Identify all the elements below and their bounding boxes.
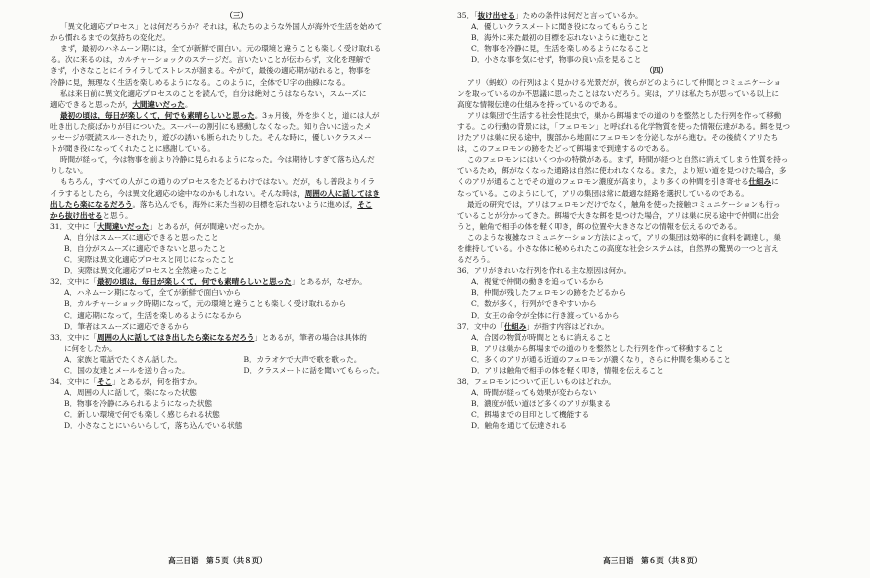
passage-line: する。この行動の背景には，「フェロモン」と呼ばれる化学物質を使った情報伝達がある。餌を見つ: [457, 121, 791, 131]
passage-line: 「異文化適応プロセス」とは何だろうか？それは，私たちのような外国人が海外で生活を始めて: [60, 22, 383, 32]
page-footer: 高三日语 第６页（共８页）: [603, 556, 702, 565]
passage-line: は，このフェロモンの跡をたどって餌場まで到達するのである。: [457, 144, 674, 154]
answer-option[interactable]: B．仲間が残したフェロモンの跡をたどるから: [471, 288, 626, 298]
question-36: 36．アリがきれいな行列を作れる主な原因は何か。: [457, 266, 632, 276]
answer-option[interactable]: C．国の友達とメールを送り合った。: [64, 366, 190, 375]
answer-option[interactable]: B．海外に来た最初の目標を忘れないように進むこと: [471, 33, 649, 43]
passage-line: を維持している。小さな体に秘められたこの高度な社会システムは，自然界の驚異の一つと言え: [457, 243, 779, 253]
right-page: [435, 0, 870, 578]
answer-option[interactable]: D．触角を通じて伝達される: [471, 421, 567, 431]
passage-line: アリは集団で生活する社会性昆虫で，巣から餌場までの道のりを整然とした行列を作って移動: [467, 110, 782, 120]
passage-line: から抜け出せると思う。: [50, 210, 133, 220]
answer-option[interactable]: C．数が多く，行列ができやすいから: [471, 299, 597, 309]
passage-line: から慣れるまでの気持ちの変化だ。: [50, 33, 170, 43]
underlined-phrase: 仕組み: [748, 177, 772, 187]
passage-line: るだろう。: [457, 255, 495, 265]
answer-option[interactable]: B．自分がスムーズに適応できないと思ったこと: [64, 243, 227, 253]
passage-line: うと，触角で相手の体を軽く叩き，餌の位置や大きさなどの情報を伝えるのである。: [457, 221, 742, 231]
answer-option[interactable]: A．時間が経っても効果が変わらない: [471, 388, 597, 398]
passage-line: 最近の研究では，アリはフェロモンだけでなく，触角を使った接触コミュニケーションも行っ: [467, 199, 781, 209]
answer-option-row: [50, 365, 423, 376]
answer-option[interactable]: B．カラオケで大声で歌を歌った。: [243, 354, 362, 364]
passage-line: 最初の頃は，毎日が楽しくて，何でも素晴らしいと思った。3ヵ月後，外を歩くと，道には人が: [60, 110, 380, 120]
answer-option[interactable]: A．視覚で仲間の動きを追っているから: [471, 277, 604, 287]
answer-option[interactable]: A．優しいクラスメートに聞き役になってもらうこと: [471, 22, 649, 32]
passage-line: 時間が経って，今は物事を前より冷静に見られるようになった。今は期待しすぎて落ち込んだ: [60, 155, 375, 165]
passage-line: トが聞き役になってくれたことに感謝している。: [50, 144, 215, 154]
answer-option[interactable]: B．濃度が低い道ほど多くのアリが集まる: [471, 399, 612, 409]
answer-option[interactable]: D．実際は異文化適応プロセスと全然違ったこと: [64, 266, 228, 276]
section-title: （四）: [645, 66, 668, 76]
answer-option[interactable]: C．物事を冷静に見，生活を楽しめるようになること: [471, 44, 650, 54]
passage-line: る。次に来るのは，カルチャーショックのステージだ。言いたいことが伝わらず，文化を理解で: [50, 55, 371, 65]
passage-line: 吐き出した痰ばかりが目についた。スーパーの割引にも感動しなくなった。知り合いに送ったメ: [50, 121, 372, 131]
answer-option[interactable]: C．適応期になって，生活を楽しめるようになるから: [64, 310, 242, 320]
answer-option[interactable]: D．筆者はスムーズに適応できるから: [64, 321, 190, 331]
passage-line: ンを取っているのか不思議に思ったことはないだろう。実は，アリは私たちが思っている以上に: [457, 88, 779, 98]
answer-option[interactable]: B．カルチャーショック時期になって，元の環境と違うことも楽しく受け取れるから: [64, 299, 347, 309]
section-title: （三）: [225, 11, 248, 20]
answer-option[interactable]: A．ハネムーン期になって，全てが新鮮で面白いから: [64, 288, 242, 298]
passage-line: なっている。このようにして，アリの集団は常に最適な経路を選択しているのである。: [457, 188, 749, 198]
passage-line: 冷静に見，無理なく生活を楽しめるようになる。このように，全体でＵ字の曲線になる。: [50, 77, 350, 87]
passage-line: 適応できると思ったが，大間違いだった。: [50, 99, 193, 109]
passage-line: 高度な情報伝達の仕組みを持っているのである。: [457, 99, 622, 109]
underlined-phrase: から抜け出せる: [50, 210, 103, 220]
question-33: 33．文中に「周囲の人に話してはき出したら楽になるだろう」とあるが，筆者の場合は具体的: [50, 332, 367, 342]
passage-line: イラするとしたら，今は異文化適応の途中なのかもしれない。そんな時は，周囲の人に話してはき: [50, 188, 380, 198]
passage-line: りしない。: [50, 166, 88, 176]
passage-line: ていることが分かってきた。餌場で大きな餌を見つけた場合，アリは巣に戻る途中で仲間に出会: [457, 210, 779, 220]
passage-line: まず，最初のハネムーン期には，全てが新鮮で面白い。元の環境と違うことも楽しく受け取れる: [60, 44, 382, 54]
answer-option[interactable]: A．周囲の人に話して，楽になった状態: [64, 388, 197, 398]
answer-option[interactable]: D．小さなことにいらいらして，落ち込んでいる状態: [64, 421, 243, 431]
passage-line: きず，小さなことにイライラしてストレスが溜まる。やがて，最後の適応期が訪れると，物事を: [50, 66, 372, 76]
answer-option[interactable]: D．アリは触角で相手の体を軽く叩き，情報を伝えること: [471, 366, 664, 375]
page-footer: 高三日语 第５页（共８页）: [168, 556, 267, 565]
underlined-phrase: 大間違いだった: [132, 99, 185, 109]
answer-option[interactable]: C．実際は異文化適応プロセスと同じになったこと: [64, 255, 235, 265]
answer-option[interactable]: A．自分はスムーズに適応できると思ったこと: [64, 232, 219, 242]
underlined-phrase: 最初の頃は，毎日が楽しくて，何でも素晴らしいと思った: [60, 110, 255, 120]
underlined-phrase: 周囲の人に話してはき: [304, 188, 380, 198]
passage-line: 出したら楽になるだろう。落ち込んでも，海外に来た当初の目標を忘れないように進めば，そこ: [50, 199, 373, 209]
answer-option[interactable]: C．多くのアリが通る近道のフェロモンが濃くなり，さらに仲間を集めること: [471, 354, 731, 364]
answer-option[interactable]: A．合図の物質が時間とともに消えること: [471, 332, 612, 342]
passage-line: ているため，餌がなくなった通路は自然に使われなくなる。また，より短い道を見つけた場合，多: [457, 166, 787, 176]
answer-option[interactable]: B．物事を冷静にみられるようになった状態: [64, 399, 212, 409]
passage-line: もちろん，すべての人がこの通りのプロセスをたどるわけではない。だが，もし普段よりイラ: [60, 177, 376, 187]
passage-line: このような複雑なコミュニケーション方法によって，アリの集団は効率的に食料を調達し，巣: [467, 232, 781, 242]
question-38: 38．フェロモンについて正しいものはどれか。: [457, 377, 616, 387]
underlined-phrase: 出したら楽になるだろう: [50, 199, 133, 209]
question-continuation: に何をしたか。: [64, 343, 117, 353]
question-34: 34．文中に「そこ」とあるが，何を指すか。: [50, 377, 202, 387]
answer-option[interactable]: D．女王の命令が全体に行き渡っているから: [471, 310, 620, 320]
question-32: 32．文中に「最初の頃は，毎日が楽しくて，何でも素晴らしいと思った」とあるが，なぜか。: [50, 277, 367, 287]
question-37: 37．文中の「仕組み」が指す内容はどれか。: [457, 321, 609, 331]
passage-line: アリ（蚂蚁）の行列はよく見かける光景だが，彼らがどのようにして仲間とコミュニケーショ: [467, 77, 781, 87]
answer-option[interactable]: C．新しい環境で何でも楽しく感じられる状態: [64, 410, 220, 420]
answer-option[interactable]: A．家族と電話でたくさん話した。: [64, 354, 182, 364]
answer-option[interactable]: D．クラスメートに話を聞いてもらった。: [243, 366, 385, 375]
passage-line: くのアリが通ることでその道のフェロモン濃度が高まり，より多くの仲間を引き寄せる仕組みに: [457, 177, 779, 187]
answer-option[interactable]: B．アリは巣から餌場までの道のりを整然とした行列を作って移動すること: [471, 343, 724, 353]
answer-option-row: [50, 354, 423, 365]
passage-line: けたアリは巣に戻る途中，腹部から地面にフェロモンを分泌しながら進む。その後続くアリたち: [457, 133, 779, 143]
underlined-phrase: そこ: [357, 199, 373, 209]
question-35: 35．「抜け出せる」ための条件は何だと言っているか。: [457, 11, 643, 20]
question-31: 31．文中に「大間違いだった」とあるが，何が間違いだったか。: [50, 221, 270, 231]
passage-line: 私は来日前に異文化適応プロセスのことを読んで，自分は絶対こうはならない，スムーズに: [60, 88, 367, 98]
answer-option[interactable]: C．餌場までの目印として機能する: [471, 410, 590, 420]
passage-line: ッセージが既読スルーされたり，遊びの誘いも断られたりした。そんな時に，優しいクラスメー: [50, 133, 372, 143]
answer-option[interactable]: D．小さな事を気にせず，物事の良い点を見ること: [471, 55, 642, 65]
passage-line: このフェロモンにはいくつかの特徴がある。まず，時間が経つと自然に消えてしまう性質を持っ: [467, 155, 789, 165]
